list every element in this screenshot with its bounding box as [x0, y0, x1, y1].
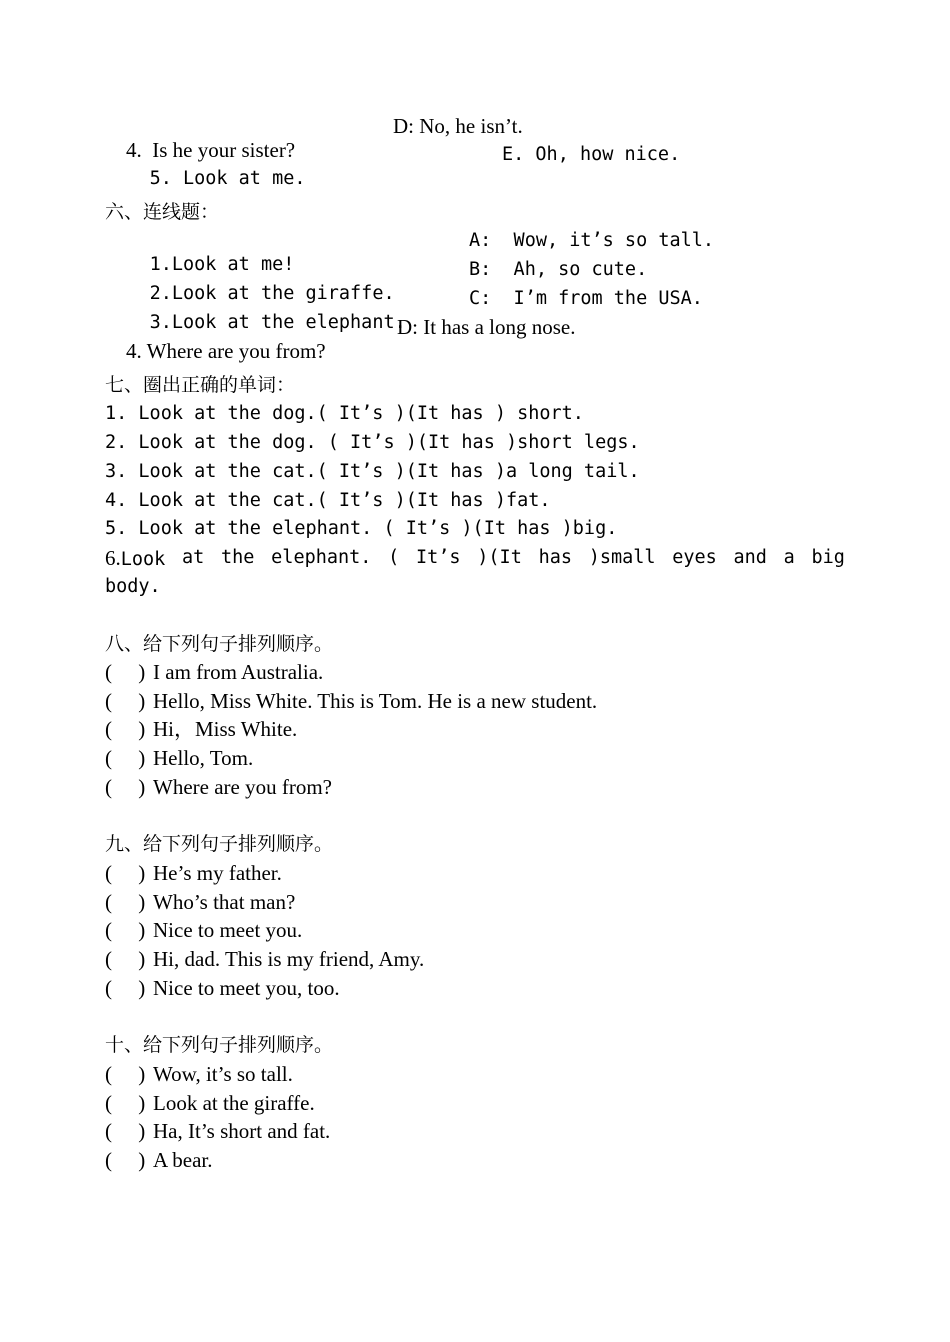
match-right: B: Ah, so cute.	[469, 259, 648, 280]
word: big	[811, 547, 845, 568]
word: the	[221, 547, 255, 568]
order-item	[105, 947, 424, 971]
order-item	[105, 1062, 293, 1086]
order-item	[105, 918, 302, 942]
item-6-lead	[105, 546, 165, 572]
word: It’s	[416, 547, 461, 568]
word: elephant.	[271, 547, 372, 568]
sentence: Hello, Tom.	[153, 746, 254, 770]
word: at	[182, 547, 205, 568]
order-item	[105, 775, 332, 799]
word: )(It	[477, 547, 522, 568]
order-item	[105, 660, 323, 684]
sentence: Nice to meet you, too.	[153, 976, 340, 1000]
answer-blank[interactable]: ( )	[105, 947, 146, 971]
answer-blank[interactable]: ( )	[105, 1148, 146, 1172]
match-left: 1.Look at me!	[149, 254, 295, 275]
section-heading: 八、给下列句子排列顺序。	[105, 633, 334, 655]
word: Look	[120, 549, 166, 570]
answer-blank[interactable]: ( )	[105, 689, 146, 713]
match-right: D: It has a long nose.	[397, 315, 576, 339]
sentence: Hi，Miss White.	[153, 717, 298, 741]
sentence: I am from Australia.	[153, 660, 324, 684]
order-item	[105, 976, 340, 1000]
choice-item: 5. Look at the elephant. ( It’s )(It has )big.	[105, 518, 618, 539]
sentence: Look at the giraffe.	[153, 1091, 315, 1115]
word: and	[733, 547, 767, 568]
word: (	[388, 547, 400, 568]
sentence: Ha, It’s short and fat.	[153, 1119, 331, 1143]
item-number: 6.	[105, 546, 121, 570]
answer-text: D: No, he isn’t.	[393, 114, 523, 138]
sentence: Nice to meet you.	[153, 918, 303, 942]
section-heading: 七、圈出正确的单词：	[105, 374, 296, 396]
order-item	[105, 861, 282, 885]
match-row-5	[105, 143, 681, 239]
order-item	[105, 717, 297, 741]
sentence: Wow, it’s so tall.	[153, 1062, 293, 1086]
order-item	[105, 1148, 212, 1172]
choice-item: 1. Look at the dog.( It’s )(It has ) short.	[105, 403, 584, 424]
match-right: A: Wow, it’s so tall.	[469, 230, 715, 251]
word: )small	[588, 547, 656, 568]
sentence: He’s my father.	[153, 861, 282, 885]
order-item	[105, 890, 295, 914]
choice-item: 2. Look at the dog. ( It’s )(It has )short legs.	[105, 432, 640, 453]
answer-blank[interactable]: ( )	[105, 1062, 146, 1086]
answer-blank[interactable]: ( )	[105, 1119, 146, 1143]
answer-blank[interactable]: ( )	[105, 746, 146, 770]
answer-blank[interactable]: ( )	[105, 976, 146, 1000]
order-item	[105, 689, 597, 713]
answer-blank[interactable]: ( )	[105, 861, 146, 885]
choice-item: 4. Look at the cat.( It’s )(It has )fat.	[105, 490, 551, 511]
answer-text: E. Oh, how nice.	[502, 144, 681, 165]
sentence: Hi, dad. This is my friend, Amy.	[153, 947, 425, 971]
answer-blank[interactable]: ( )	[105, 1091, 146, 1115]
order-item	[105, 1091, 315, 1115]
choice-item-6	[105, 546, 845, 572]
match-right: C: I’m from the USA.	[469, 288, 703, 309]
question-number: 4.	[126, 138, 142, 162]
answer-blank[interactable]: ( )	[105, 717, 146, 741]
answer-blank[interactable]: ( )	[105, 918, 146, 942]
word: has	[538, 547, 572, 568]
choice-item-6-cont: body.	[105, 576, 161, 597]
section-heading: 六、连线题：	[105, 201, 220, 223]
match-left: 2.Look at the giraffe.	[149, 283, 395, 304]
sentence: A bear.	[153, 1148, 213, 1172]
answer-blank[interactable]: ( )	[105, 660, 146, 684]
order-item	[105, 1119, 330, 1143]
answer-blank[interactable]: ( )	[105, 775, 146, 799]
sentence: Who’s that man?	[153, 890, 296, 914]
match-left: 4. Where are you from?	[126, 339, 326, 363]
question-text: Is he your sister?	[152, 138, 296, 162]
word: a	[783, 547, 795, 568]
match-left: 3.Look at the elephant.	[149, 312, 406, 333]
answer-blank[interactable]: ( )	[105, 890, 146, 914]
word: eyes	[672, 547, 717, 568]
sentence: Hello, Miss White. This is Tom. He is a new student.	[153, 689, 598, 713]
order-item	[105, 746, 253, 770]
section-heading: 九、给下列句子排列顺序。	[105, 833, 334, 855]
sentence: Where are you from?	[153, 775, 332, 799]
choice-item: 3. Look at the cat.( It’s )(It has )a long tail.	[105, 461, 640, 482]
section-heading: 十、给下列句子排列顺序。	[105, 1034, 334, 1056]
question-text: 5. Look at me.	[149, 168, 306, 189]
